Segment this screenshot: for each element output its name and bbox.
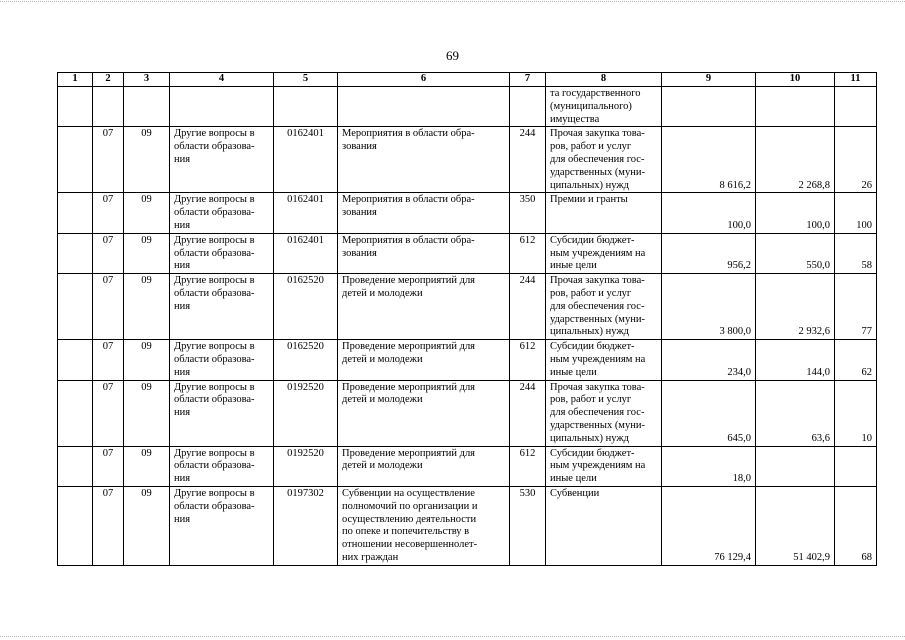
cell-text-line: Субсидии бюджет-: [550, 234, 635, 246]
subsection-code-cell: 09: [124, 274, 170, 340]
executed-amount-cell: 2 268,8: [756, 127, 835, 193]
expense-type-name-cell: [546, 340, 662, 380]
execution-percent-cell: 10: [835, 380, 877, 446]
cell-text-line: ударственных (муни-: [550, 313, 645, 325]
row-number-cell: [58, 87, 93, 127]
cell-text-line: области образова-: [174, 394, 255, 406]
execution-percent-cell: 26: [835, 127, 877, 193]
executed-amount-cell: 100,0: [756, 193, 835, 233]
section-code-cell: [93, 87, 124, 127]
cell-text-line: Прочая закупка това-: [550, 381, 645, 393]
cell-text-line: Субвенции: [550, 487, 600, 499]
executed-amount-cell: 63,6: [756, 380, 835, 446]
header-row: [58, 73, 877, 87]
planned-amount-cell: 645,0: [662, 380, 756, 446]
expense-type-name-cell: [546, 127, 662, 193]
expense-type-name-cell: [546, 380, 662, 446]
planned-amount-cell: 956,2: [662, 233, 756, 273]
cell-text-line: Премии и гранты: [550, 194, 628, 206]
budget-table: [57, 72, 877, 566]
cell-text-line: них граждан: [342, 551, 399, 563]
executed-amount-cell: [756, 446, 835, 486]
cell-text-line: ным учреждениям на: [550, 460, 646, 472]
cell-text-line: Другие вопросы в: [174, 487, 255, 499]
execution-percent-cell: 100: [835, 193, 877, 233]
cell-text-line: Другие вопросы в: [174, 381, 255, 393]
subsection-name-cell: [170, 486, 274, 565]
cell-text-line: иные цели: [550, 366, 597, 378]
target-article-cell: 0192520: [274, 446, 338, 486]
target-article-cell: 0162401: [274, 233, 338, 273]
row-number-cell: [58, 193, 93, 233]
row-number-cell: [58, 446, 93, 486]
executed-amount-cell: 51 402,9: [756, 486, 835, 565]
subsection-code-cell: 09: [124, 446, 170, 486]
execution-percent-cell: 58: [835, 233, 877, 273]
cell-text-line: Прочая закупка това-: [550, 275, 645, 287]
cell-text-line: Другие вопросы в: [174, 341, 255, 353]
cell-text-line: ципальных) нужд: [550, 432, 630, 444]
subsection-code-cell: 09: [124, 486, 170, 565]
execution-percent-cell: [835, 87, 877, 127]
section-code-cell: 07: [93, 340, 124, 380]
cell-text-line: зования: [342, 141, 377, 153]
expense-type-name-cell: [546, 193, 662, 233]
expense-type-name-cell: [546, 87, 662, 127]
cell-text-line: детей и молодежи: [342, 394, 423, 406]
row-number-cell: [58, 486, 93, 565]
cell-text-line: Субвенции на осуществление: [342, 487, 475, 499]
table-body: [58, 87, 877, 566]
subsection-name-cell: [170, 274, 274, 340]
subsection-code-cell: 09: [124, 380, 170, 446]
planned-amount-cell: 234,0: [662, 340, 756, 380]
expense-type-name-cell: [546, 446, 662, 486]
table-row: [58, 446, 877, 486]
target-article-name-cell: [338, 233, 510, 273]
section-code-cell: 07: [93, 274, 124, 340]
cell-text-line: области образова-: [174, 287, 255, 299]
cell-text-line: ударственных (муни-: [550, 419, 645, 431]
cell-text-line: Проведение мероприятий для: [342, 341, 476, 353]
table-row: [58, 486, 877, 565]
table-row: [58, 87, 877, 127]
expense-type-name-cell: [546, 486, 662, 565]
cell-text-line: осуществлению деятельности: [342, 513, 477, 525]
planned-amount-cell: 18,0: [662, 446, 756, 486]
executed-amount-cell: [756, 87, 835, 127]
target-article-name-cell: [338, 193, 510, 233]
column-header: 3: [124, 73, 170, 87]
cell-text-line: области образова-: [174, 207, 255, 219]
table-row: [58, 340, 877, 380]
page-top-edge: [0, 1, 905, 5]
section-code-cell: 07: [93, 380, 124, 446]
execution-percent-cell: 77: [835, 274, 877, 340]
cell-text-line: детей и молодежи: [342, 353, 423, 365]
column-header: 9: [662, 73, 756, 87]
planned-amount-cell: 8 616,2: [662, 127, 756, 193]
cell-text-line: ния: [174, 153, 191, 165]
column-header: 8: [546, 73, 662, 87]
column-header: 4: [170, 73, 274, 87]
page-number: 69: [446, 48, 459, 63]
cell-text-line: Другие вопросы в: [174, 275, 255, 287]
expense-type-name-cell: [546, 233, 662, 273]
target-article-cell: 0162520: [274, 340, 338, 380]
subsection-code-cell: [124, 87, 170, 127]
expense-type-name-cell: [546, 274, 662, 340]
execution-percent-cell: 68: [835, 486, 877, 565]
cell-text-line: зования: [342, 247, 377, 259]
page-bottom-edge: [0, 636, 905, 640]
column-header: 5: [274, 73, 338, 87]
cell-text-line: для обеспечения гос-: [550, 153, 645, 165]
cell-text-line: ров, работ и услуг: [550, 394, 632, 406]
executed-amount-cell: 2 932,6: [756, 274, 835, 340]
cell-text-line: та государственного: [550, 88, 641, 99]
cell-text-line: ципальных) нужд: [550, 326, 630, 338]
target-article-name-cell: [338, 274, 510, 340]
cell-text-line: Мероприятия в области обра-: [342, 128, 475, 140]
execution-percent-cell: 62: [835, 340, 877, 380]
cell-text-line: отношении несовершеннолет-: [342, 539, 478, 551]
execution-percent-cell: [835, 446, 877, 486]
cell-text-line: Мероприятия в области обра-: [342, 194, 475, 206]
cell-text-line: ния: [174, 366, 191, 378]
target-article-cell: 0192520: [274, 380, 338, 446]
cell-text-line: ципальных) нужд: [550, 179, 630, 191]
table-row: [58, 380, 877, 446]
cell-text-line: Субсидии бюджет-: [550, 447, 635, 459]
cell-text-line: для обеспечения гос-: [550, 407, 645, 419]
table-row: [58, 193, 877, 233]
executed-amount-cell: 144,0: [756, 340, 835, 380]
section-code-cell: 07: [93, 486, 124, 565]
target-article-name-cell: [338, 87, 510, 127]
row-number-cell: [58, 233, 93, 273]
target-article-name-cell: [338, 486, 510, 565]
column-header: 6: [338, 73, 510, 87]
cell-text-line: детей и молодежи: [342, 460, 423, 472]
cell-text-line: ров, работ и услуг: [550, 287, 632, 299]
subsection-name-cell: [170, 446, 274, 486]
section-code-cell: 07: [93, 193, 124, 233]
target-article-cell: 0197302: [274, 486, 338, 565]
target-article-cell: 0162401: [274, 193, 338, 233]
row-number-cell: [58, 274, 93, 340]
target-article-name-cell: [338, 340, 510, 380]
cell-text-line: Прочая закупка това-: [550, 128, 645, 140]
column-header: 1: [58, 73, 93, 87]
cell-text-line: ров, работ и услуг: [550, 141, 632, 153]
expense-type-code-cell: 530: [510, 486, 546, 565]
cell-text-line: Другие вопросы в: [174, 234, 255, 246]
subsection-code-cell: 09: [124, 340, 170, 380]
subsection-name-cell: [170, 87, 274, 127]
expense-type-code-cell: 612: [510, 446, 546, 486]
target-article-name-cell: [338, 380, 510, 446]
cell-text-line: для обеспечения гос-: [550, 300, 645, 312]
cell-text-line: области образова-: [174, 500, 255, 512]
table-row: [58, 274, 877, 340]
section-code-cell: 07: [93, 127, 124, 193]
cell-text-line: зования: [342, 207, 377, 219]
column-header: 2: [93, 73, 124, 87]
column-header: 11: [835, 73, 877, 87]
subsection-code-cell: 09: [124, 127, 170, 193]
table-row: [58, 233, 877, 273]
cell-text-line: по опеке и попечительству в: [342, 526, 470, 538]
expense-type-code-cell: 244: [510, 274, 546, 340]
cell-text-line: ния: [174, 473, 191, 485]
cell-text-line: ния: [174, 300, 191, 312]
row-number-cell: [58, 380, 93, 446]
column-header: 7: [510, 73, 546, 87]
cell-text-line: ударственных (муни-: [550, 166, 645, 178]
expense-type-code-cell: 350: [510, 193, 546, 233]
cell-text-line: ным учреждениям на: [550, 247, 646, 259]
executed-amount-cell: 550,0: [756, 233, 835, 273]
expense-type-code-cell: 612: [510, 340, 546, 380]
subsection-name-cell: [170, 380, 274, 446]
cell-text-line: Проведение мероприятий для: [342, 381, 476, 393]
target-article-name-cell: [338, 446, 510, 486]
subsection-name-cell: [170, 127, 274, 193]
cell-text-line: Субсидии бюджет-: [550, 341, 635, 353]
cell-text-line: имущества: [550, 113, 600, 125]
expense-type-code-cell: 612: [510, 233, 546, 273]
column-header: 10: [756, 73, 835, 87]
subsection-code-cell: 09: [124, 233, 170, 273]
planned-amount-cell: 3 800,0: [662, 274, 756, 340]
target-article-cell: [274, 87, 338, 127]
cell-text-line: иные цели: [550, 473, 597, 485]
cell-text-line: детей и молодежи: [342, 287, 423, 299]
planned-amount-cell: [662, 87, 756, 127]
cell-text-line: Проведение мероприятий для: [342, 447, 476, 459]
expense-type-code-cell: 244: [510, 380, 546, 446]
row-number-cell: [58, 127, 93, 193]
planned-amount-cell: 76 129,4: [662, 486, 756, 565]
cell-text-line: иные цели: [550, 260, 597, 272]
cell-text-line: области образова-: [174, 141, 255, 153]
section-code-cell: 07: [93, 446, 124, 486]
subsection-code-cell: 09: [124, 193, 170, 233]
cell-text-line: области образова-: [174, 247, 255, 259]
target-article-cell: 0162520: [274, 274, 338, 340]
cell-text-line: Другие вопросы в: [174, 128, 255, 140]
cell-text-line: Другие вопросы в: [174, 447, 255, 459]
planned-amount-cell: 100,0: [662, 193, 756, 233]
target-article-name-cell: [338, 127, 510, 193]
section-code-cell: 07: [93, 233, 124, 273]
cell-text-line: ния: [174, 219, 191, 231]
table-row: [58, 127, 877, 193]
cell-text-line: ным учреждениям на: [550, 353, 646, 365]
cell-text-line: Мероприятия в области обра-: [342, 234, 475, 246]
cell-text-line: полномочий по организации и: [342, 500, 478, 512]
cell-text-line: ния: [174, 513, 191, 525]
expense-type-code-cell: 244: [510, 127, 546, 193]
cell-text-line: ния: [174, 407, 191, 419]
cell-text-line: области образова-: [174, 460, 255, 472]
cell-text-line: Другие вопросы в: [174, 194, 255, 206]
expense-type-code-cell: [510, 87, 546, 127]
cell-text-line: области образова-: [174, 353, 255, 365]
target-article-cell: 0162401: [274, 127, 338, 193]
subsection-name-cell: [170, 193, 274, 233]
cell-text-line: Проведение мероприятий для: [342, 275, 476, 287]
cell-text-line: (муниципального): [550, 100, 632, 112]
row-number-cell: [58, 340, 93, 380]
subsection-name-cell: [170, 233, 274, 273]
subsection-name-cell: [170, 340, 274, 380]
cell-text-line: ния: [174, 260, 191, 272]
